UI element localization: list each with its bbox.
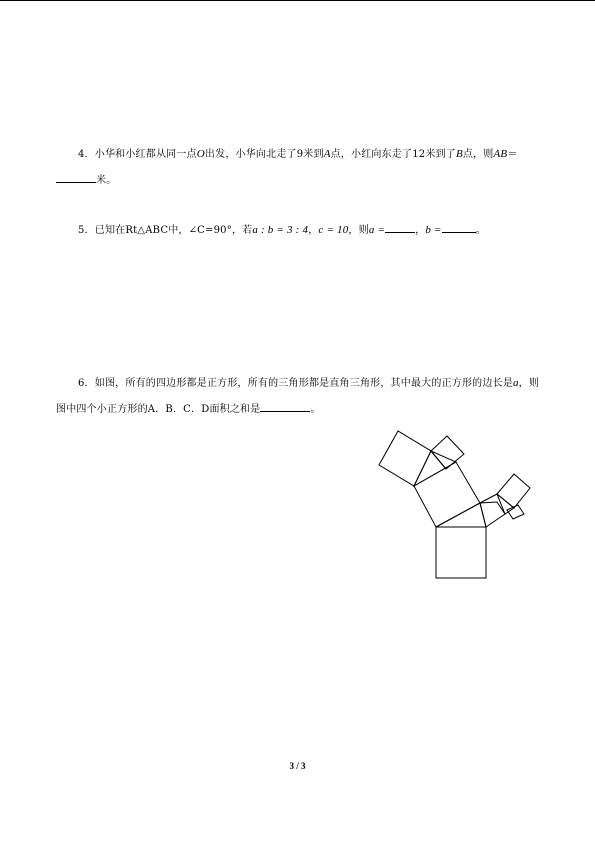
pythagoras-tree-figure xyxy=(370,422,540,587)
q4-text-5: 米。 xyxy=(96,175,117,186)
top-rule xyxy=(0,0,595,1)
q4-equals: ＝ xyxy=(507,149,518,160)
question-4 xyxy=(56,141,541,194)
right-small-square-c xyxy=(497,474,530,508)
q5-a-equals: a = xyxy=(368,224,386,236)
central-triangle xyxy=(436,503,486,527)
q4-segment-ab: AB xyxy=(493,148,508,160)
page-number: 3 / 3 xyxy=(289,761,306,771)
q5-sep-2: ， xyxy=(415,225,426,236)
q5-text-1: 5．已知在Rt△ABC中，∠C=90°，若 xyxy=(78,225,253,236)
q4-text-4: 点，则 xyxy=(462,149,494,160)
q5-end: 。 xyxy=(475,225,486,236)
q6-text-1: 6．如图，所有的四边形都是正方形，所有的三角形都是直角三角形，其中最大的正方形的边长是 xyxy=(78,378,513,389)
middle-left-square xyxy=(414,462,480,527)
q4-point-b: B xyxy=(455,148,463,160)
q5-answer-a-blank[interactable] xyxy=(385,222,415,233)
large-square xyxy=(436,527,486,578)
left-triangle-diagonal xyxy=(431,451,446,469)
q5-text-2: ，则 xyxy=(348,225,369,236)
q4-text-1: 4．小华和小红都从同一点 xyxy=(78,149,197,160)
q4-text-2: 出发，小华向北走了9米到 xyxy=(204,149,324,160)
top-small-square-b xyxy=(431,436,464,469)
q6-text-2: ，则图中四个小正方形的A．B．C．D面积之和是 xyxy=(56,378,540,415)
q4-answer-blank[interactable] xyxy=(56,172,96,183)
right-tiny-square-d xyxy=(507,505,524,519)
top-left-square-a xyxy=(379,431,431,486)
right-triangle xyxy=(497,494,514,514)
q4-point-o: O xyxy=(196,148,205,160)
q5-sep-1: ， xyxy=(308,225,319,236)
q5-answer-b-blank[interactable] xyxy=(442,222,476,233)
question-5 xyxy=(56,217,541,244)
q5-ratio: a : b = 3 : 4 xyxy=(252,224,309,236)
q5-b-equals: b = xyxy=(425,224,442,236)
q5-c-value: c = 10 xyxy=(318,224,349,236)
q6-side-a: a xyxy=(512,377,519,389)
q6-answer-blank[interactable] xyxy=(260,401,310,412)
q4-point-a: A xyxy=(323,148,331,160)
q4-text-3: 点，小红向东走了12米到了 xyxy=(330,149,456,160)
q6-end: 。 xyxy=(310,404,321,415)
question-6 xyxy=(56,370,541,423)
